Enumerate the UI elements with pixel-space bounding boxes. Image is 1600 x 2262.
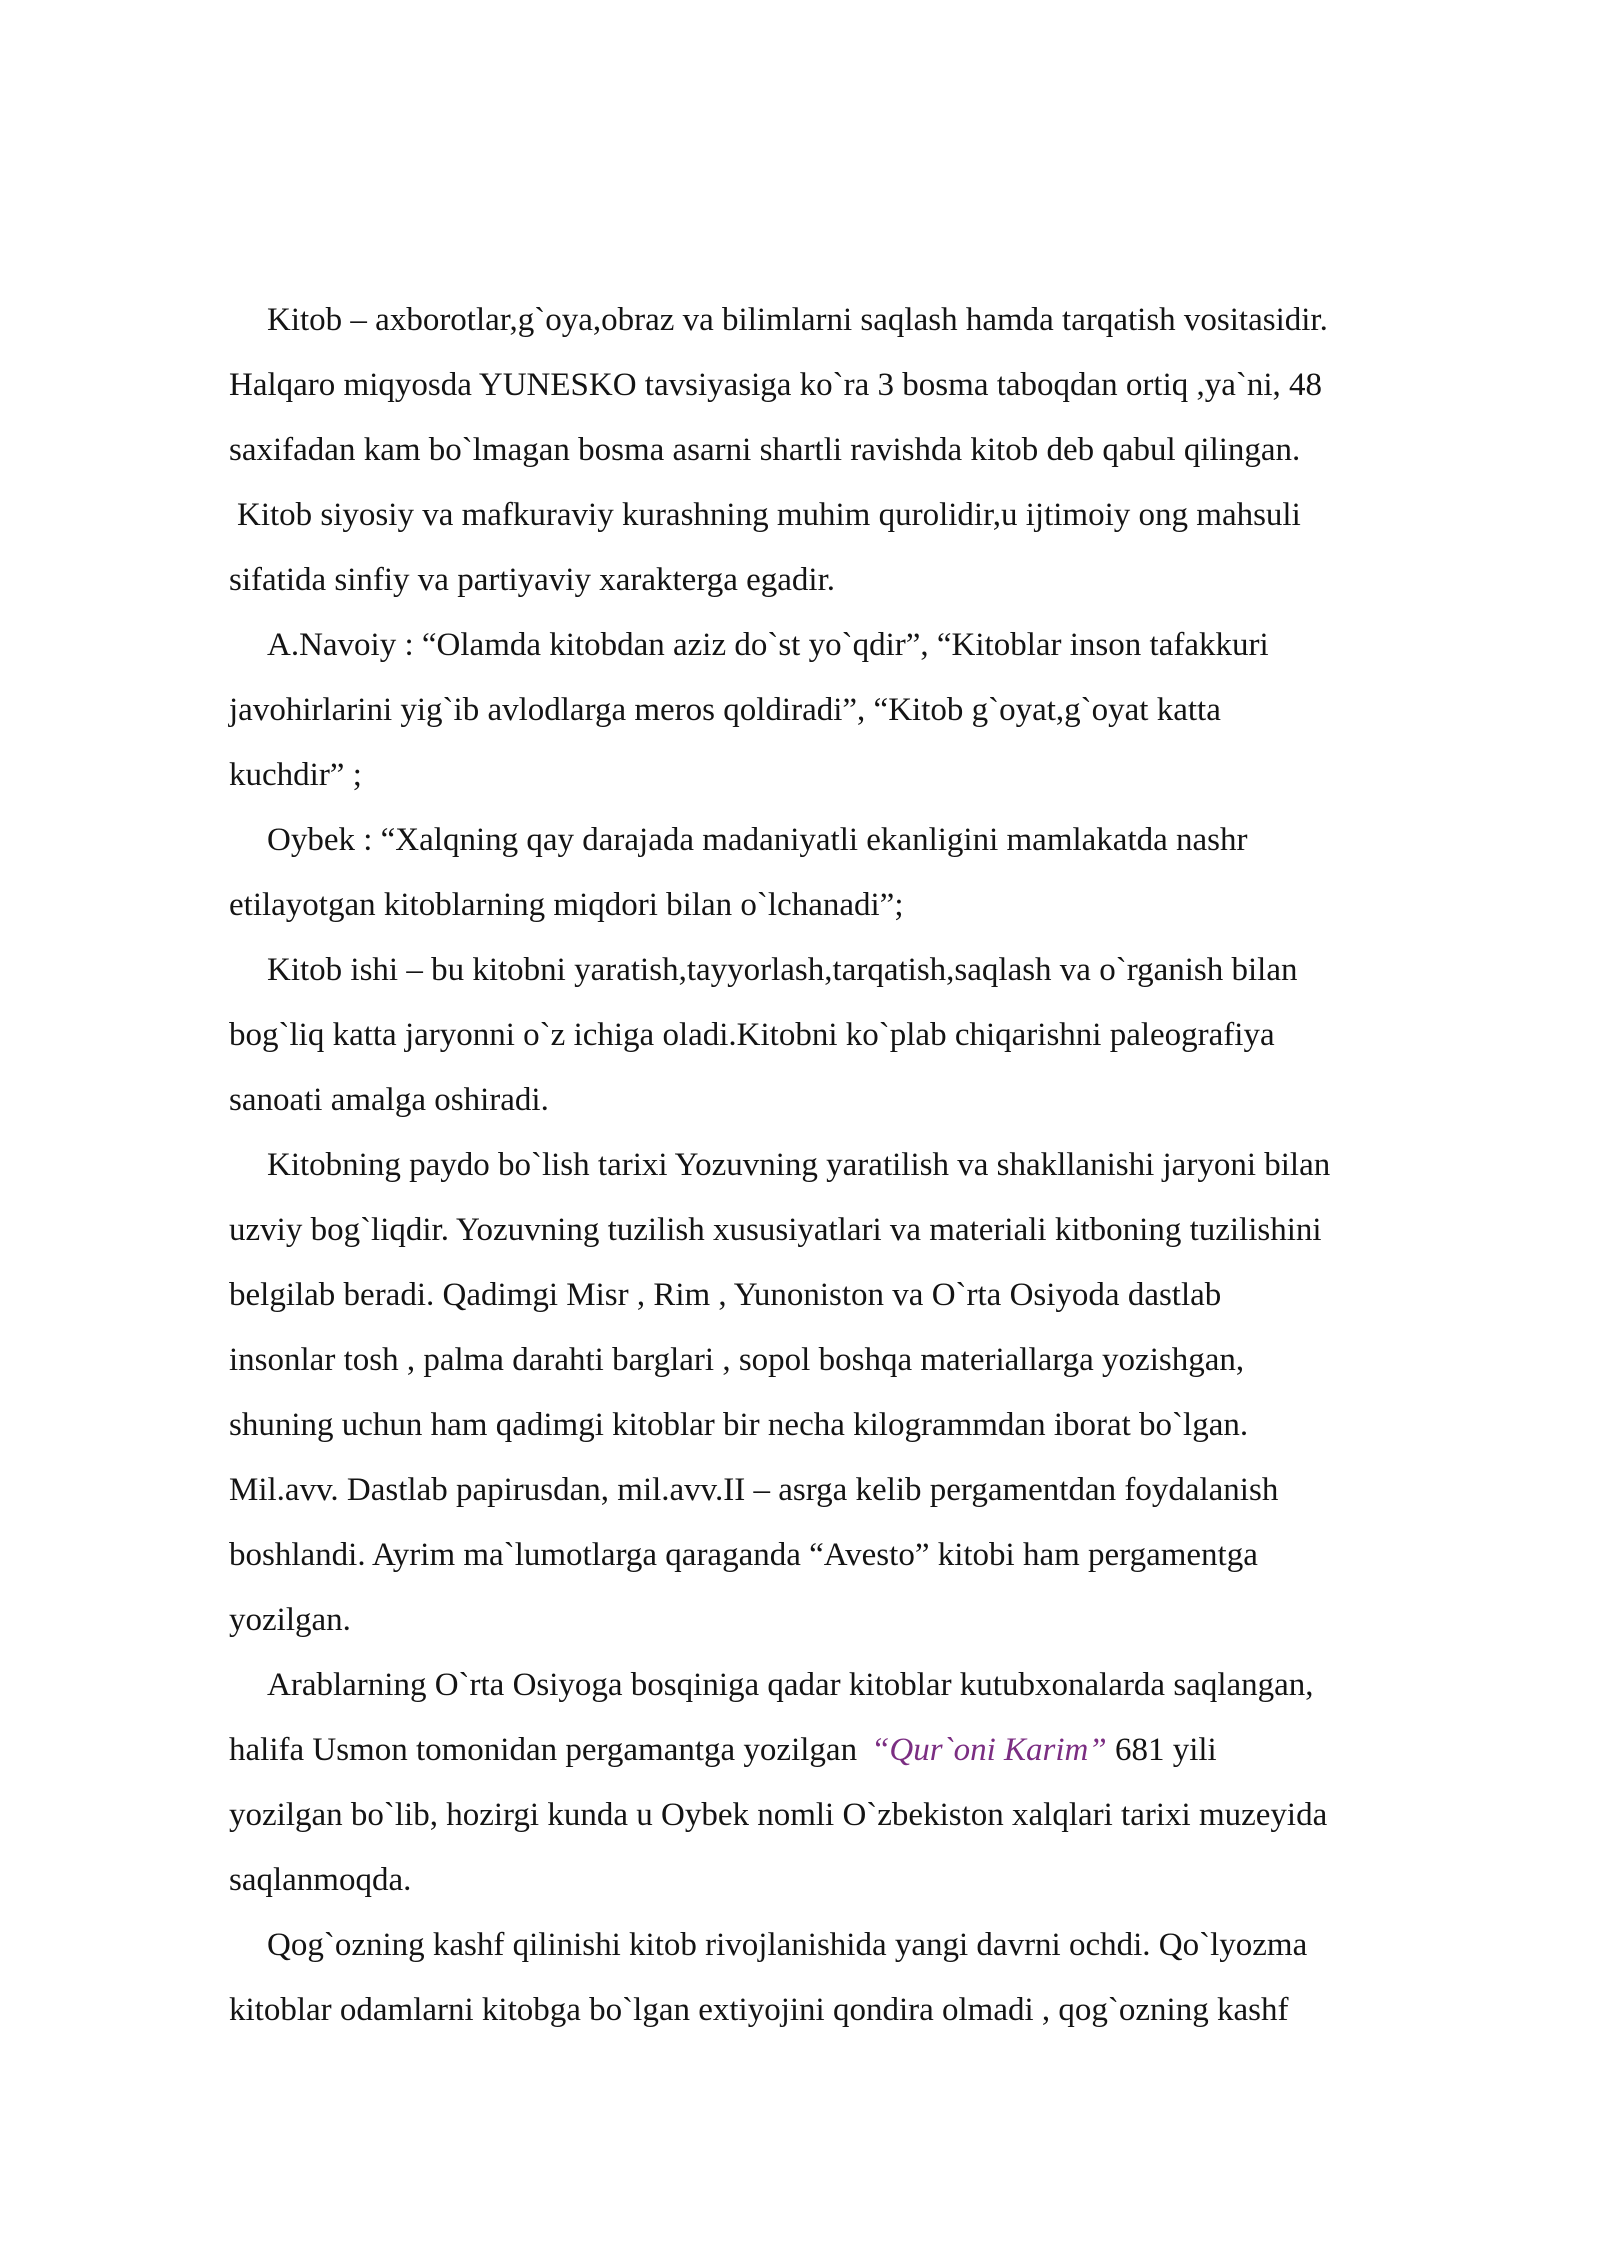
paragraph-line: bog`liq katta jaryonni o`z ichiga oladi.Kitobni ko`plab chiqarishni paleografiya: [229, 1017, 1275, 1053]
paragraph-line: Halqaro miqyosda YUNESKO tavsiyasiga ko`ra 3 bosma taboqdan ortiq ,ya`ni, 48: [229, 367, 1323, 403]
paragraph-line: saqlanmoqda.: [229, 1862, 412, 1898]
paragraph-line: kuchdir” ;: [229, 757, 362, 793]
paragraph-line: yozilgan bo`lib, hozirgi kunda u Oybek nomli O`zbekiston xalqlari tarixi muzeyida: [229, 1797, 1328, 1833]
paragraph-line: etilayotgan kitoblarning miqdori bilan o`lchanadi”;: [229, 887, 904, 923]
paragraph-line: Kitob – axborotlar,g`oya,obraz va bilimlarni saqlash hamda tarqatish vositasidir.: [267, 302, 1328, 338]
paragraph-line: sifatida sinfiy va partiyaviy xarakterga egadir.: [229, 562, 836, 598]
paragraph-line: Arablarning O`rta Osiyoga bosqiniga qadar kitoblar kutubxonalarda saqlangan,: [267, 1667, 1314, 1703]
paragraph-line: A.Navoiy : “Olamda kitobdan aziz do`st yo`qdir”, “Kitoblar inson tafakkuri: [267, 627, 1269, 663]
paragraph-line: [229, 1718, 1519, 1783]
paragraph-line: belgilab beradi. Qadimgi Misr , Rim , Yunoniston va O`rta Osiyoda dastlab: [229, 1277, 1222, 1313]
document-body: [229, 288, 1519, 2043]
paragraph-line: yozilgan.: [229, 1602, 351, 1638]
paragraph-line: Kitobning paydo bo`lish tarixi Yozuvning yaratilish va shakllanishi jaryoni bilan: [267, 1147, 1331, 1183]
paragraph-line: uzviy bog`liqdir. Yozuvning tuzilish xususiyatlari va materiali kitboning tuzilishini: [229, 1212, 1322, 1248]
paragraph-line: shuning uchun ham qadimgi kitoblar bir necha kilogrammdan iborat bo`lgan.: [229, 1407, 1249, 1443]
line-text-before-title: halifa Usmon tomonidan pergamantga yozilgan: [229, 1732, 858, 1768]
paragraph-line: kitoblar odamlarni kitobga bo`lgan extiyojini qondira olmadi , qog`ozning kashf: [229, 1992, 1289, 2028]
paragraph-line: Oybek : “Xalqning qay darajada madaniyatli ekanligini mamlakatda nashr: [267, 822, 1248, 858]
paragraph-line: Kitob ishi – bu kitobni yaratish,tayyorlash,tarqatish,saqlash va o`rganish bilan: [267, 952, 1298, 988]
paragraph-line: boshlandi. Ayrim ma`lumotlarga qaraganda “Avesto” kitobi ham pergamentga: [229, 1537, 1258, 1573]
paragraph-line: sanoati amalga oshiradi.: [229, 1082, 549, 1118]
paragraph-line: Kitob siyosiy va mafkuraviy kurashning muhim qurolidir,u ijtimoiy ong mahsuli: [237, 497, 1301, 533]
paragraph-line: javohirlarini yig`ib avlodlarga meros qoldiradi”, “Kitob g`oyat,g`oyat katta: [229, 692, 1221, 728]
paragraph-line: Mil.avv. Dastlab papirusdan, mil.avv.II – asrga kelib pergamentdan foydalanish: [229, 1472, 1279, 1508]
paragraph-line: Qog`ozning kashf qilinishi kitob rivojlanishida yangi davrni ochdi. Qo`lyozma: [267, 1927, 1308, 1963]
paragraph-line: saxifadan kam bo`lmagan bosma asarni shartli ravishda kitob deb qabul qilingan.: [229, 432, 1301, 468]
line-text-after-title: 681 yili: [1106, 1732, 1217, 1768]
paragraph-line: insonlar tosh , palma darahti barglari , sopol boshqa materiallarga yozishgan,: [229, 1342, 1245, 1378]
quran-title: “Qur`oni Karim”: [871, 1732, 1107, 1768]
